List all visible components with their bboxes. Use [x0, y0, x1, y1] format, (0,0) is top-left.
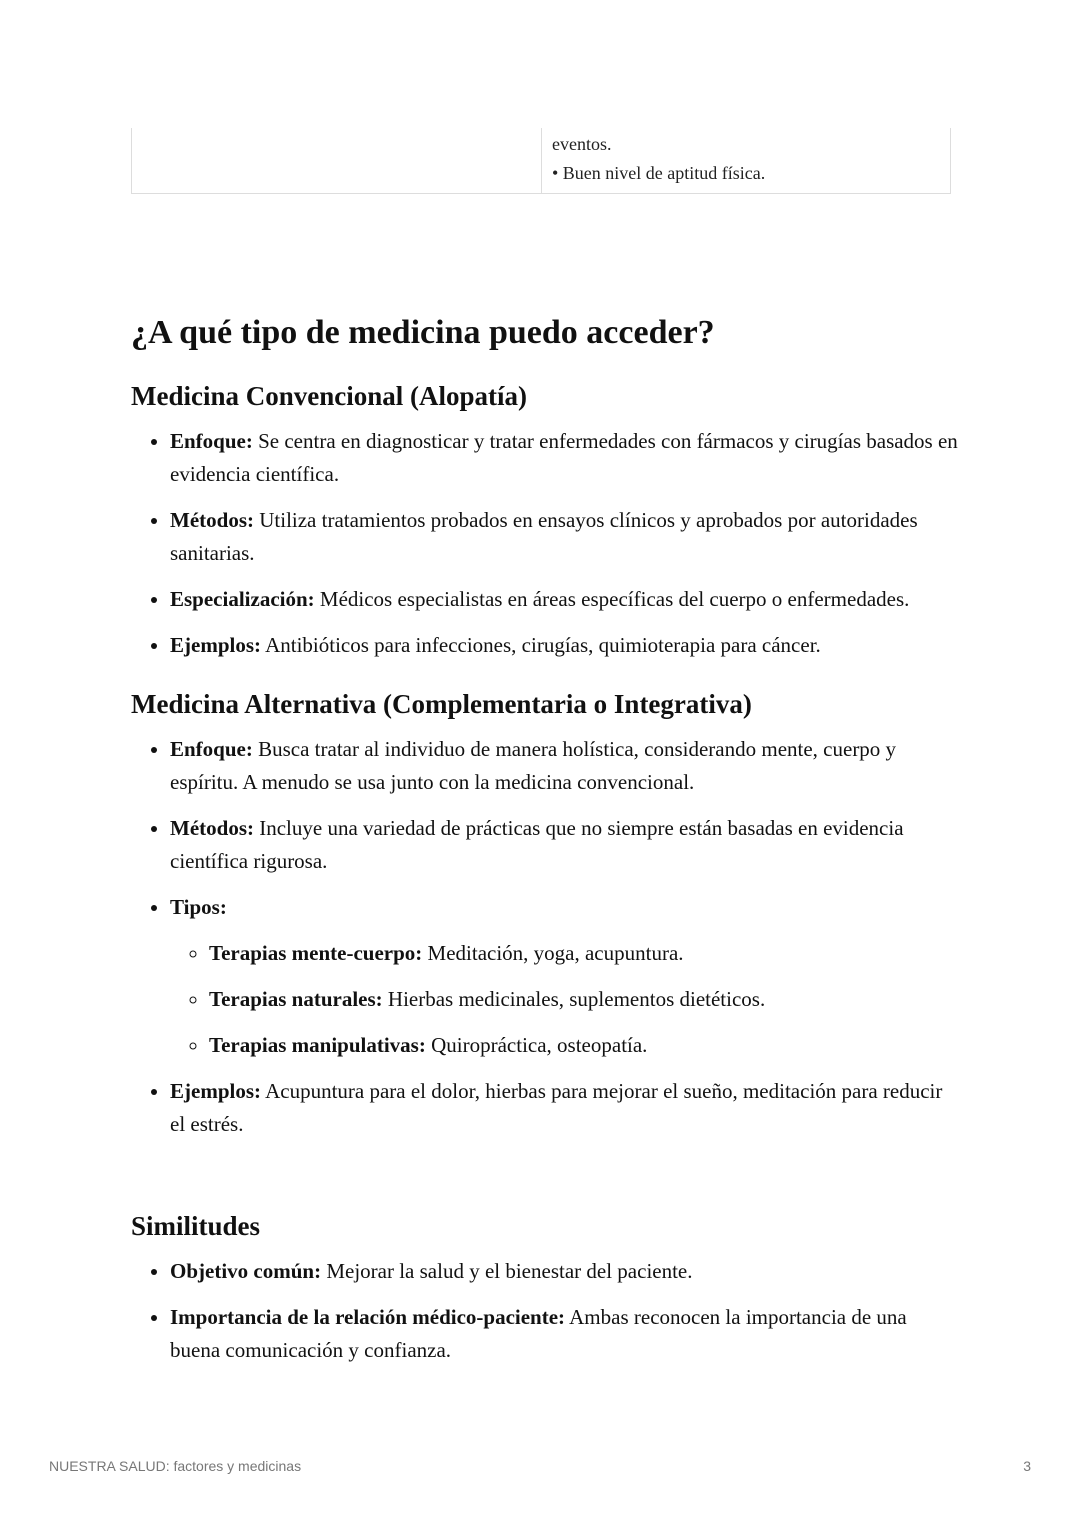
item-label: Importancia de la relación médico-paciente: [170, 1305, 566, 1329]
section-conventional [131, 379, 961, 675]
section-alternative [131, 687, 961, 1154]
page-number: 3 [1023, 1458, 1031, 1474]
list-item [170, 1255, 961, 1288]
section-heading: Similitudes [131, 1211, 261, 1241]
list-item [170, 629, 961, 662]
bullet-list [131, 733, 961, 1141]
item-text: Acupuntura para el dolor, hierbas para mejorar el sueño, meditación para reducir el estrés. [170, 1079, 943, 1136]
table-cell-line: • Buen nivel de aptitud física. [552, 163, 766, 183]
item-text: Utiliza tratamientos probados en ensayos clínicos y aprobados por autoridades sanitarias. [170, 508, 918, 565]
bullet-list [131, 1255, 961, 1367]
list-item [170, 504, 961, 570]
item-text: Meditación, yoga, acupuntura. [422, 941, 684, 965]
footer-title: NUESTRA SALUD: factores y medicinas [49, 1458, 302, 1474]
item-text: Antibióticos para infecciones, cirugías, quimioterapia para cáncer. [261, 633, 821, 657]
item-label: Terapias manipulativas: [209, 1033, 426, 1057]
bullet-list [131, 425, 961, 662]
item-label: Terapias naturales: [209, 987, 383, 1011]
page-title-block [131, 313, 961, 353]
list-item [209, 1029, 961, 1062]
table-cell-line: eventos. [552, 134, 612, 154]
section-heading: Medicina Convencional (Alopatía) [131, 381, 527, 411]
section-similarities [131, 1209, 961, 1380]
item-label: Enfoque: [170, 737, 253, 761]
list-item [170, 891, 961, 1062]
item-label: Tipos: [170, 895, 227, 919]
table-cell [542, 128, 950, 193]
item-label: Métodos: [170, 816, 254, 840]
item-label: Ejemplos: [170, 1079, 261, 1103]
list-item [209, 937, 961, 970]
list-item [170, 425, 961, 491]
list-item [170, 1301, 961, 1367]
page-title: ¿A qué tipo de medicina puedo acceder? [131, 314, 715, 351]
item-text: Se centra en diagnosticar y tratar enfermedades con fármacos y cirugías basados en evidencia científica. [170, 429, 958, 486]
item-label: Enfoque: [170, 429, 253, 453]
item-text: Incluye una variedad de prácticas que no siempre están basadas en evidencia científica rigurosa. [170, 816, 904, 873]
list-item [170, 1075, 961, 1141]
item-label: Objetivo común: [170, 1259, 322, 1283]
table-fragment [131, 128, 951, 194]
section-heading: Medicina Alternativa (Complementaria o Integrativa) [131, 689, 752, 719]
item-text: Médicos especialistas en áreas específicas del cuerpo o enfermedades. [314, 587, 910, 611]
item-label: Métodos: [170, 508, 254, 532]
list-item [209, 983, 961, 1016]
item-text: Busca tratar al individuo de manera holística, considerando mente, cuerpo y espíritu. A menudo se usa junto con la medicina convencional. [170, 737, 897, 794]
list-item [170, 812, 961, 878]
item-text: Hierbas medicinales, suplementos dietéticos. [382, 987, 766, 1011]
list-item [170, 733, 961, 799]
item-text: Ambas reconocen la importancia de una buena comunicación y confianza. [170, 1305, 907, 1362]
item-text: Mejorar la salud y el bienestar del paciente. [321, 1259, 693, 1283]
item-label: Especialización: [170, 587, 315, 611]
item-text: Quiropráctica, osteopatía. [425, 1033, 648, 1057]
table-cell-empty [132, 128, 542, 193]
item-label: Terapias mente-cuerpo: [209, 941, 423, 965]
list-item [170, 583, 961, 616]
item-label: Ejemplos: [170, 633, 261, 657]
sub-list [170, 937, 961, 1062]
